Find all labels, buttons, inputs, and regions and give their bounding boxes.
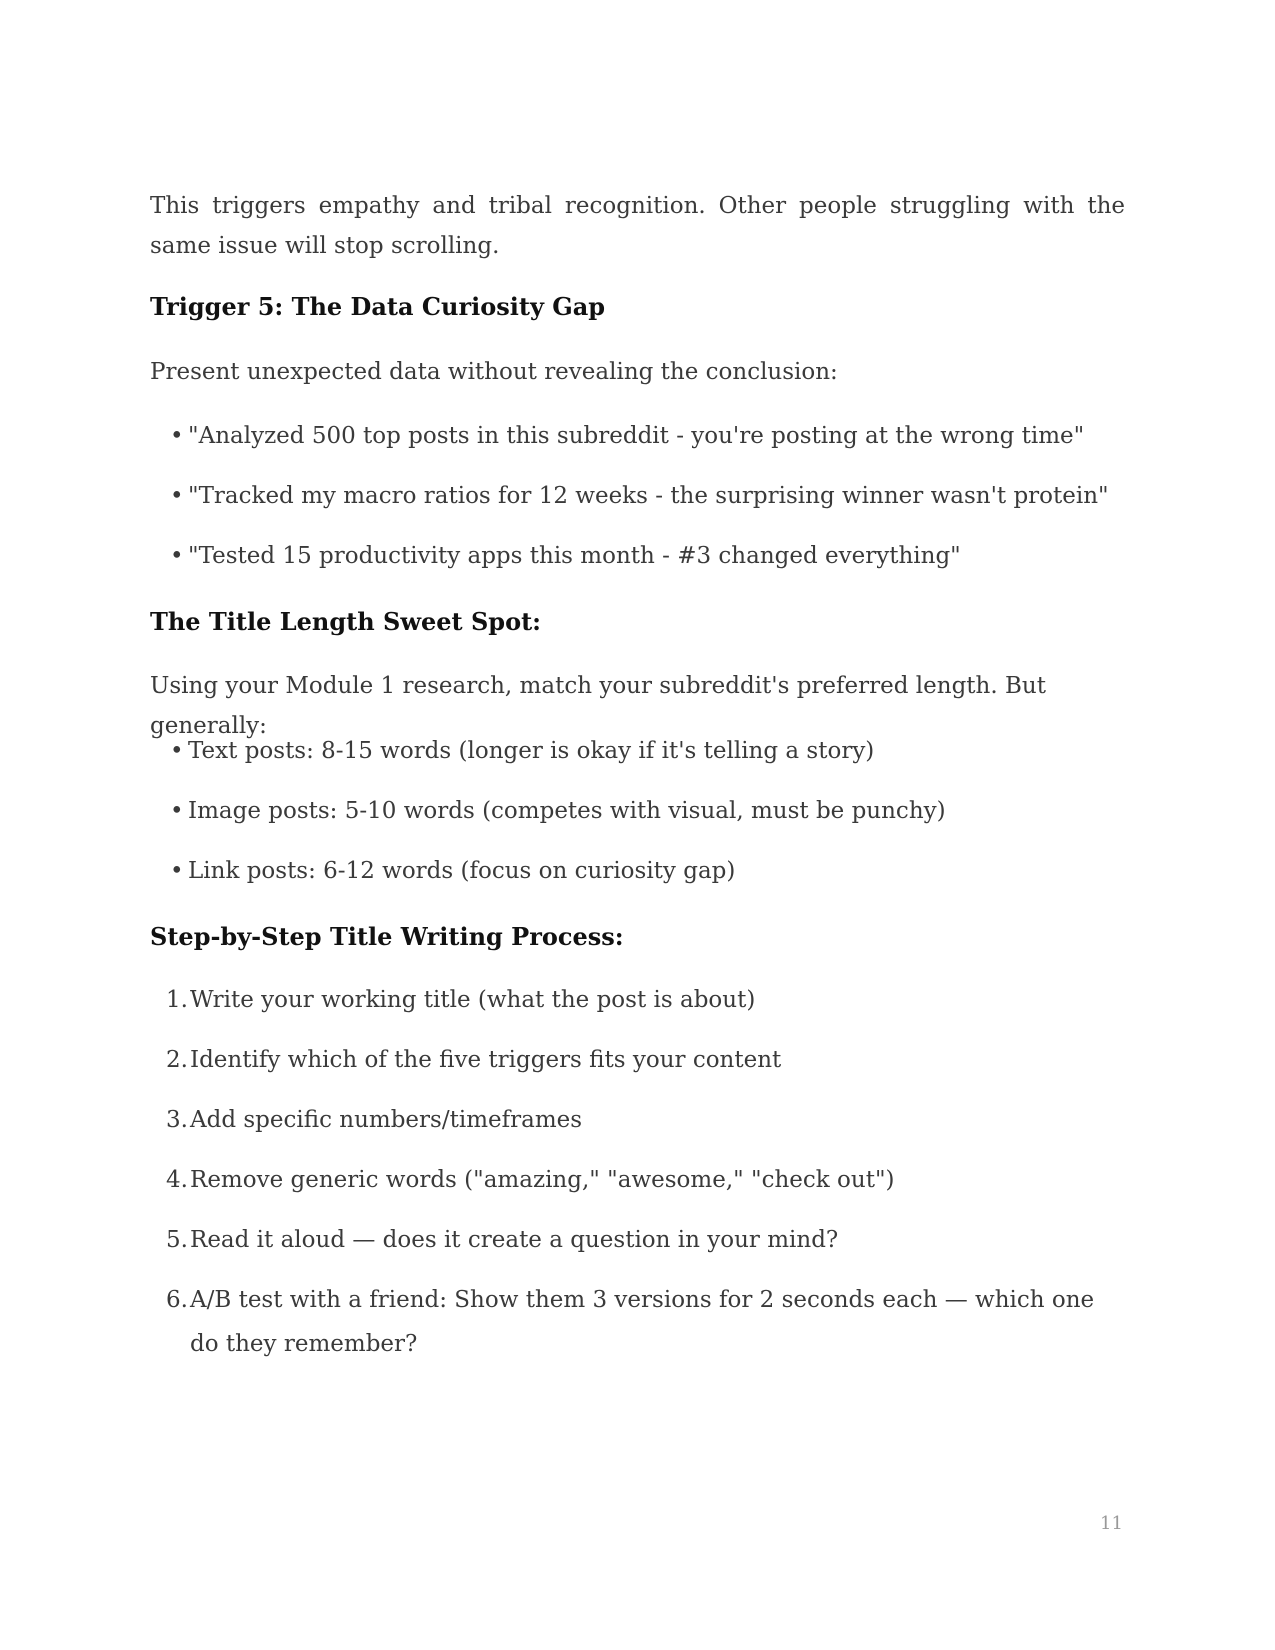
numbered-item [160, 1278, 1125, 1366]
trigger5-intro: Present unexpected data without revealing the conclusion: [150, 359, 838, 385]
list-item [170, 536, 1125, 576]
list-item-text: Image posts: 5-10 words (competes with visual, must be punchy) [188, 798, 946, 824]
step-number: 1. [166, 987, 188, 1013]
bullet-icon: • [170, 858, 184, 884]
list-item-text: Link posts: 6-12 words (focus on curiosity gap) [188, 858, 736, 884]
intro-paragraph: This triggers empathy and tribal recognition. Other people struggling with the same issue will stop scrolling. [150, 193, 1125, 259]
step-number: 3. [166, 1107, 188, 1133]
list-item-text: "Analyzed 500 top posts in this subreddit - you're posting at the wrong time" [188, 423, 1085, 449]
list-item [170, 416, 1125, 456]
bullet-icon: • [170, 738, 184, 764]
step-text: A/B test with a friend: Show them 3 versions for 2 seconds each — which one do they remember? [190, 1287, 1095, 1357]
list-item [170, 731, 1125, 771]
step-text: Write your working title (what the post is about) [190, 987, 756, 1013]
title-length-heading: The Title Length Sweet Spot: [150, 607, 542, 636]
bullet-icon: • [170, 483, 184, 509]
list-item [170, 476, 1125, 516]
bullet-icon: • [170, 423, 184, 449]
step-number: 4. [166, 1167, 188, 1193]
process-heading: Step-by-Step Title Writing Process: [150, 922, 624, 951]
step-number: 5. [166, 1227, 188, 1253]
step-text: Identify which of the five triggers fits your content [190, 1047, 782, 1073]
step-number: 6. [166, 1287, 188, 1313]
list-item-text: Text posts: 8-15 words (longer is okay if it's telling a story) [188, 738, 875, 764]
numbered-item [160, 978, 1125, 1022]
list-item-text: "Tracked my macro ratios for 12 weeks - the surprising winner wasn't protein" [188, 483, 1109, 509]
numbered-item [160, 1038, 1125, 1082]
list-item-text: "Tested 15 productivity apps this month - #3 changed everything" [188, 543, 961, 569]
step-text: Add specific numbers/timeframes [190, 1107, 583, 1133]
list-item [170, 791, 1125, 831]
step-text: Read it aloud — does it create a question in your mind? [190, 1227, 839, 1253]
step-text: Remove generic words ("amazing," "awesome," "check out") [190, 1167, 895, 1193]
step-number: 2. [166, 1047, 188, 1073]
numbered-item [160, 1158, 1125, 1202]
page-number: 11 [1100, 1513, 1123, 1534]
bullet-icon: • [170, 798, 184, 824]
bullet-icon: • [170, 543, 184, 569]
title-length-intro: Using your Module 1 research, match your subreddit's preferred length. But generally: [150, 673, 1046, 739]
list-item [170, 851, 1125, 891]
numbered-item [160, 1218, 1125, 1262]
trigger5-heading: Trigger 5: The Data Curiosity Gap [150, 292, 606, 321]
numbered-item [160, 1098, 1125, 1142]
